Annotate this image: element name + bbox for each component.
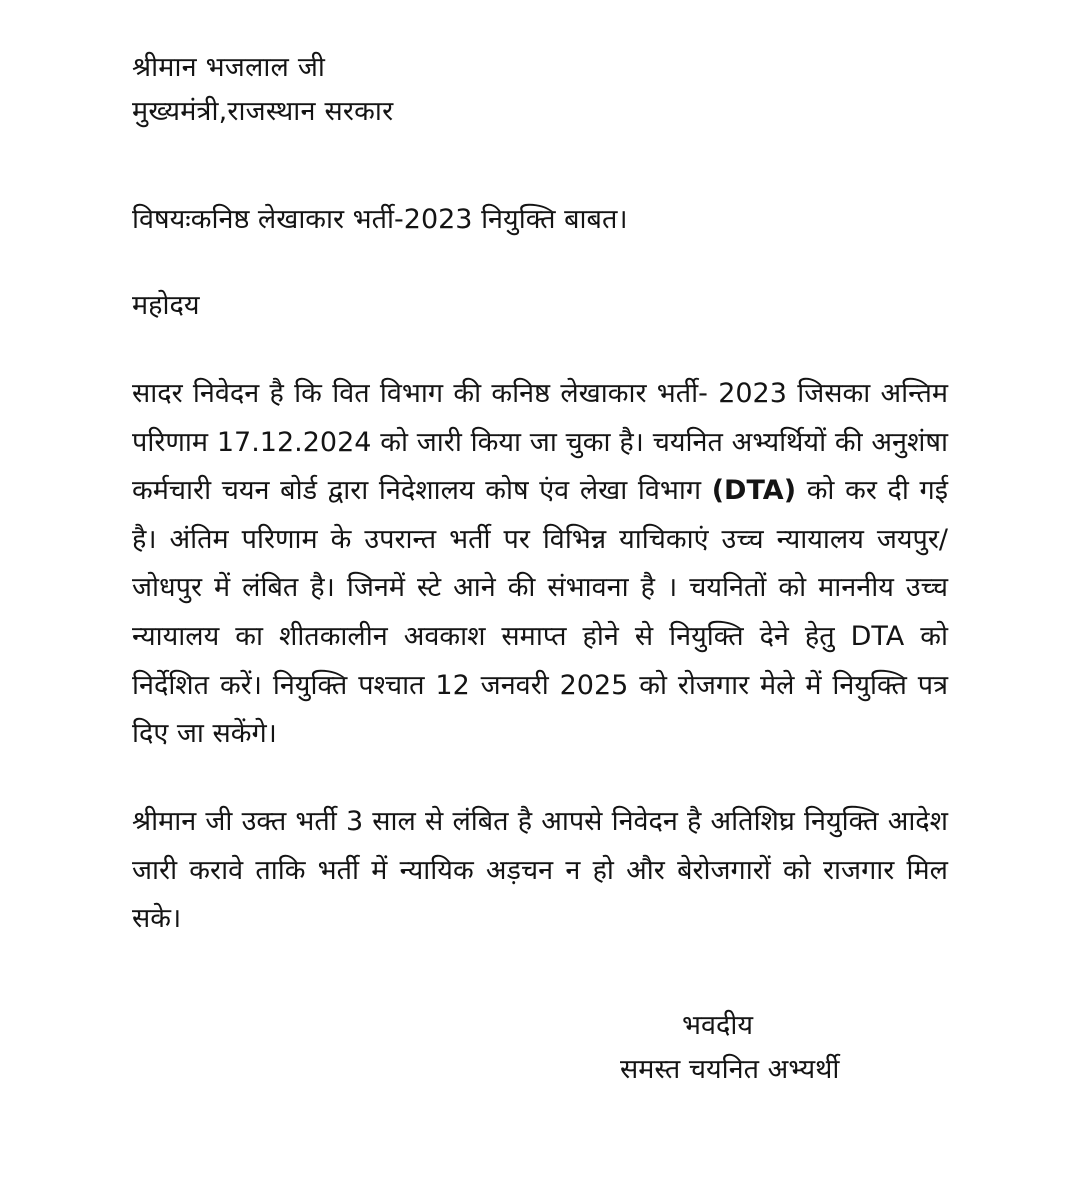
recipient-designation: मुख्यमंत्री,राजस्थान सरकार (132, 96, 394, 127)
recipient-name: श्रीमान भजलाल जी (132, 52, 326, 83)
recipient-block (132, 46, 393, 134)
closing-signatory: समस्त चयनित अभ्यर्थी (620, 1054, 840, 1085)
closing-block (620, 1004, 839, 1092)
para1-bold-dta: (DTA) (711, 475, 797, 507)
para1-text-b: को कर दी गई है। अंतिम परिणाम के उपरान्त भर्ती पर विभिन्न याचिकाएं उच्च न्यायालय जयपुर/ जोधपुर में लंबित है। जिनमें स्टे आने की संभावना है । चयनितों को माननीय उच्च न्यायालय का शीतकालीन अवकाश समाप्त होने से नियुक्ति देने हेतु DTA को निर्देशित करें। नियुक्ति पश्चात 12 जनवरी 2025 को रोजगार मेले में नियुक्ति पत्र दिए जा सकेंगे। (132, 475, 948, 750)
salutation: महोदय (132, 290, 200, 321)
para1-text-a: सादर निवेदन है कि वित विभाग की कनिष्ठ लेखाकार भर्ती- 2023 जिसका अन्तिम परिणाम 17.12.2024 को जारी किया जा चुका है। चयनित अभ्यर्थियों की अनुशंषा कर्मचारी चयन बोर्ड द्वारा निदेशालय कोष एंव लेखा विभाग (132, 378, 948, 507)
body-paragraph-1 (132, 370, 948, 759)
subject-line: विषयःकनिष्ठ लेखाकार भर्ती-2023 नियुक्ति बाबत। (132, 204, 628, 235)
body-paragraph-2: श्रीमान जी उक्त भर्ती 3 साल से लंबित है आपसे निवेदन है अतिशिघ्र नियुक्ति आदेश जारी करावे ताकि भर्ती में न्यायिक अड़चन न हो और बेरोजगारों को राजगार मिल सके। (132, 806, 948, 935)
closing-regards: भवदीय (682, 1010, 753, 1041)
